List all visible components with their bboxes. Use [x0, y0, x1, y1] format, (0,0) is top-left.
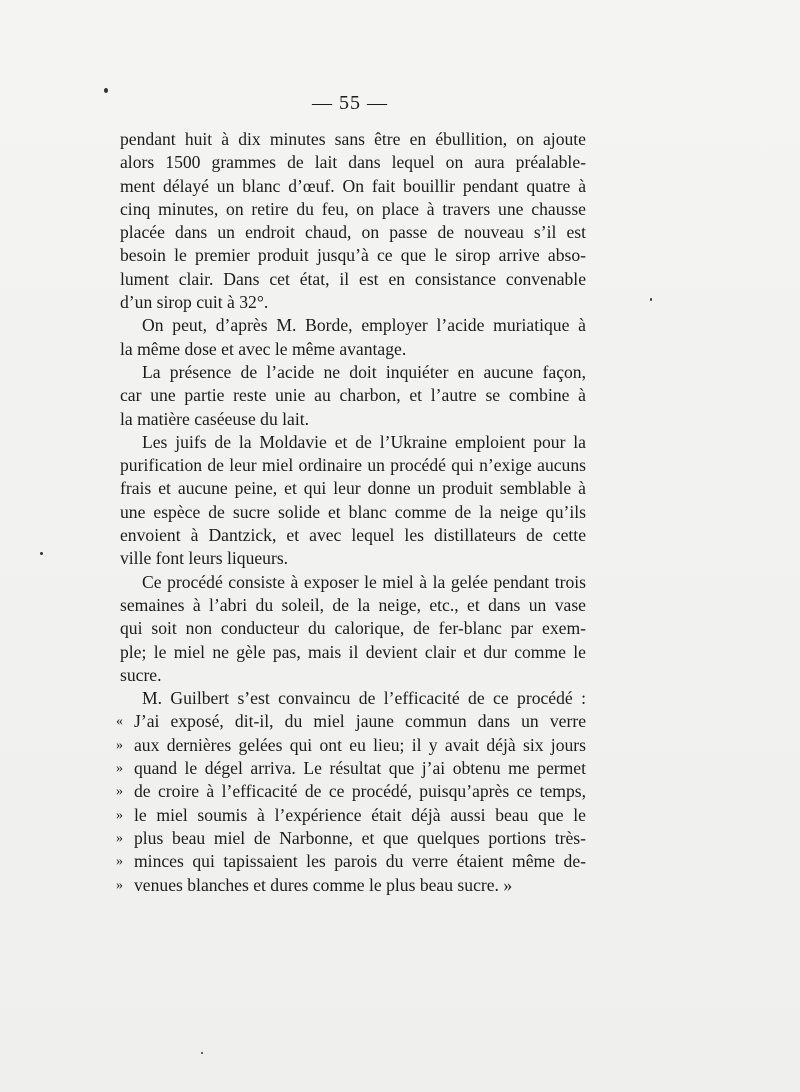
text-line	[120, 431, 586, 454]
text-line	[120, 175, 586, 198]
line-text: La présence de l’acide ne doit inquiéter en aucune façon,	[142, 361, 586, 382]
line-text: quand le dégel arriva. Le résultat que j’ai obtenu me permet	[134, 758, 586, 779]
text-line	[120, 128, 586, 151]
quote-mark: »	[116, 761, 123, 777]
text-line	[120, 477, 586, 500]
text-line	[120, 384, 586, 407]
line-text: ple; le miel ne gèle pas, mais il devient clair et dur comme le	[120, 641, 586, 662]
body-text	[116, 128, 586, 897]
text-line	[120, 594, 586, 617]
line-text: d’un sirop cuit à 32°.	[120, 292, 269, 313]
line-text: minces qui tapissaient les parois du verre étaient même de-	[134, 851, 586, 872]
text-line	[120, 641, 586, 664]
text-line	[120, 501, 586, 524]
text-line	[120, 361, 586, 384]
line-text: semaines à l’abri du soleil, de la neige, etc., et dans un vase	[120, 594, 586, 615]
line-text: plus beau miel de Narbonne, et que quelques portions très-	[134, 827, 586, 848]
text-line	[120, 454, 586, 477]
text-line	[120, 547, 586, 570]
text-line	[120, 338, 586, 361]
line-text: la même dose et avec le même avantage.	[120, 338, 407, 359]
line-text: sucre.	[120, 664, 162, 685]
text-line	[120, 617, 586, 640]
text-line	[120, 198, 586, 221]
line-text: alors 1500 grammes de lait dans lequel on aura préalable-	[120, 152, 586, 173]
text-line	[120, 221, 586, 244]
quote-mark: »	[116, 737, 123, 753]
text-line	[116, 734, 586, 757]
text-line	[116, 804, 586, 827]
line-text: qui soit non conducteur du calorique, de fer-blanc par exem-	[120, 618, 586, 639]
line-text: envoient à Dantzick, et avec lequel les distillateurs de cette	[120, 525, 586, 546]
line-text: besoin le premier produit jusqu’à ce que le sirop arrive abso-	[120, 245, 586, 266]
quote-mark: «	[116, 714, 123, 730]
paper-speck	[40, 552, 43, 555]
line-text: On peut, d’après M. Borde, employer l’acide muriatique à	[142, 315, 586, 336]
line-text: car une partie reste unie au charbon, et l’autre se combine à	[120, 385, 586, 406]
line-text: le miel soumis à l’expérience était déjà aussi beau que le	[134, 804, 586, 825]
line-text: aux dernières gelées qui ont eu lieu; il y avait déjà six jours	[134, 734, 586, 755]
line-text: une espèce de sucre solide et blanc comme de la neige qu’ils	[120, 501, 586, 522]
paper-speck	[201, 1052, 203, 1054]
text-line	[120, 314, 586, 337]
paper-speck	[650, 298, 652, 301]
text-line	[116, 757, 586, 780]
quote-mark: »	[116, 830, 123, 846]
text-line	[120, 151, 586, 174]
text-line	[116, 827, 586, 850]
quote-mark: »	[116, 807, 123, 823]
text-line	[120, 664, 586, 687]
line-text: pendant huit à dix minutes sans être en ébullition, on ajoute	[120, 129, 586, 149]
text-line	[120, 244, 586, 267]
text-line	[120, 524, 586, 547]
text-line	[120, 268, 586, 291]
text-line	[120, 408, 586, 431]
line-text: venues blanches et dures comme le plus beau sucre. »	[134, 874, 513, 895]
text-line	[120, 571, 586, 594]
line-text: frais et aucune peine, et qui leur donne un produit semblable à	[120, 478, 586, 499]
quote-mark: »	[116, 784, 123, 800]
line-text: M. Guilbert s’est convaincu de l’efficacité de ce procédé :	[142, 688, 586, 709]
line-text: lument clair. Dans cet état, il est en consistance convenable	[120, 268, 586, 289]
quote-mark: »	[116, 854, 123, 870]
line-text: Ce procédé consiste à exposer le miel à la gelée pendant trois	[142, 571, 586, 592]
paper-speck	[104, 88, 108, 93]
line-text: Les juifs de la Moldavie et de l’Ukraine emploient pour la	[142, 431, 586, 452]
text-line	[116, 780, 586, 803]
text-line	[116, 710, 586, 733]
text-line	[116, 850, 586, 873]
text-line	[120, 687, 586, 710]
line-text: placée dans un endroit chaud, on passe de nouveau s’il est	[120, 222, 586, 243]
line-text: J’ai exposé, dit-il, du miel jaune commun dans un verre	[134, 711, 586, 732]
line-text: cinq minutes, on retire du feu, on place à travers une chausse	[120, 198, 586, 219]
line-text: purification de leur miel ordinaire un procédé qui n’exige aucuns	[120, 455, 586, 476]
quote-mark: »	[116, 877, 123, 893]
line-text: ment délayé un blanc d’œuf. On fait bouillir pendant quatre à	[120, 175, 586, 196]
line-text: ville font leurs liqueurs.	[120, 548, 289, 569]
text-line	[120, 291, 586, 314]
line-text: la matière caséeuse du lait.	[120, 408, 310, 429]
text-line	[116, 874, 586, 897]
page-number: — 55 —	[312, 92, 388, 114]
line-text: de croire à l’efficacité de ce procédé, puisqu’après ce temps,	[134, 781, 586, 802]
